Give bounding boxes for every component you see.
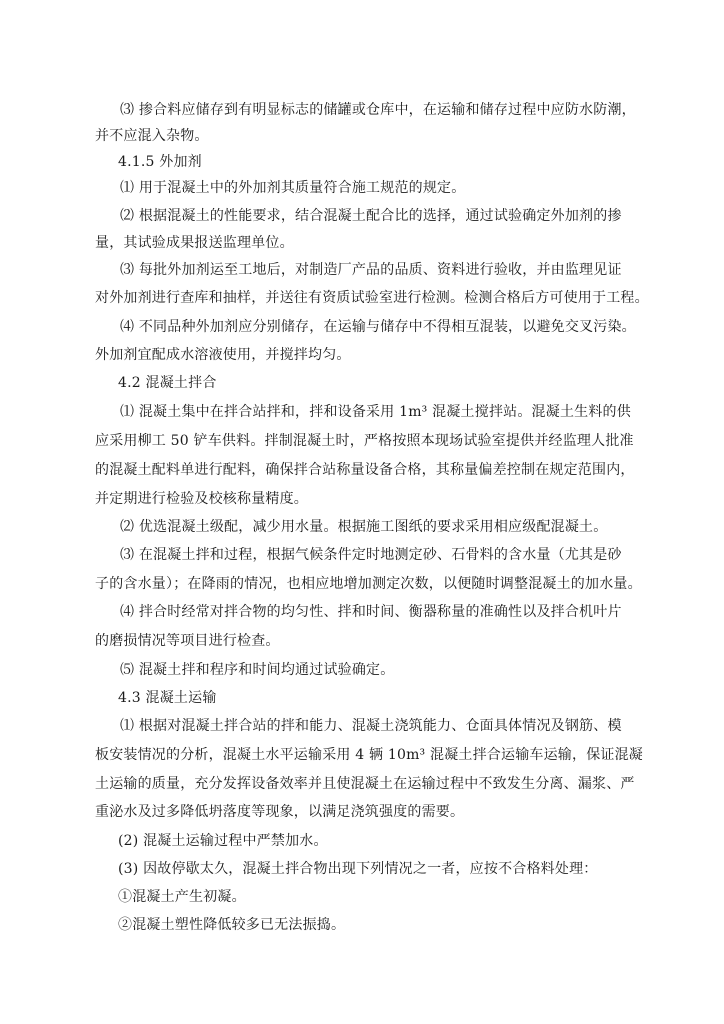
paragraph-line: 并不应混入杂物。 [95, 128, 209, 144]
list-item: ①混凝土产生初凝。 [118, 889, 246, 905]
section-heading: 4.2 混凝土拌合 [118, 375, 217, 391]
paragraph-line: ⑴ 根据对混凝土拌合站的拌和能力、混凝土浇筑能力、仓面具体情况及钢筋、模 [120, 718, 622, 734]
paragraph-line: 的混凝土配料单进行配料，确保拌合站称量设备合格，其称量偏差控制在规定范围内， [95, 462, 635, 478]
section-heading: 4.1.5 外加剂 [118, 154, 202, 170]
paragraph-line: ⑸ 混凝土拌和程序和时间均通过试验确定。 [120, 662, 395, 678]
paragraph-line: ⑵ 根据混凝土的性能要求，结合混凝土配合比的选择，通过试验确定外加剂的掺 [120, 208, 622, 224]
paragraph-line: 应采用柳工 50 铲车供料。拌制混凝土时，严格按照本现场试验室提供并经监理人批准 [95, 433, 634, 449]
paragraph-line: 外加剂宜配成水溶液使用，并搅拌均匀。 [95, 347, 351, 363]
paragraph-line: 子的含水量）；在降雨的情况，也相应地增加测定次数，以便随时调整混凝土的加水量。 [95, 576, 642, 592]
paragraph-line: ⑴ 用于混凝土中的外加剂其质量符合施工规范的规定。 [120, 180, 466, 196]
paragraph-line: ⑶ 掺合料应储存到有明显标志的储罐或仓库中，在运输和储存过程中应防水防潮， [120, 102, 636, 118]
paragraph-line: ⑶ 每批外加剂运至工地后，对制造厂产品的品质、资料进行验收，并由监理见证 [120, 262, 622, 278]
paragraph-line: (2) 混凝土运输过程中严禁加水。 [118, 833, 328, 849]
paragraph-line: ⑶ 在混凝土拌和过程，根据气候条件定时地测定砂、石骨料的含水量（尤其是砂 [120, 547, 622, 563]
paragraph-line: ⑵ 优选混凝土级配，减少用水量。根据施工图纸的要求采用相应级配混凝土。 [120, 519, 608, 535]
paragraph-line: 并定期进行检验及校核称量精度。 [95, 491, 308, 507]
paragraph-line: 对外加剂进行查库和抽样，并送往有资质试验室进行检测。检测合格后方可使用于工程。 [95, 290, 649, 306]
paragraph-line: 量，其试验成果报送监理单位。 [95, 235, 294, 251]
paragraph-line: (3) 因故停歇太久，混凝土拌合物出现下列情况之一者，应按不合格料处理： [118, 861, 598, 877]
paragraph-line: 重泌水及过多降低坍落度等现象，以满足浇筑强度的需要。 [95, 804, 465, 820]
section-heading: 4.3 混凝土运输 [118, 690, 217, 706]
paragraph-line: ⑷ 拌合时经常对拌合物的均匀性、拌和时间、衡器称量的准确性以及拌合机叶片 [120, 604, 622, 620]
paragraph-line: ⑴ 混凝土集中在拌合站拌和，拌和设备采用 1m³ 混凝土搅拌站。混凝土生料的供 [120, 404, 631, 420]
paragraph-line: 板安装情况的分析，混凝土水平运输采用 4 辆 10m³ 混凝土拌合运输车运输，保证混凝 [95, 747, 644, 763]
paragraph-line: 土运输的质量，充分发挥设备效率并且使混凝土在运输过程中不致发生分离、漏浆、严 [95, 776, 635, 792]
list-item: ②混凝土塑性降低较多已无法振捣。 [118, 917, 346, 933]
paragraph-line: ⑷ 不同品种外加剂应分别储存，在运输与储存中不得相互混装，以避免交叉污染。 [120, 319, 636, 335]
paragraph-line: 的磨损情况等项目进行检查。 [95, 633, 280, 649]
